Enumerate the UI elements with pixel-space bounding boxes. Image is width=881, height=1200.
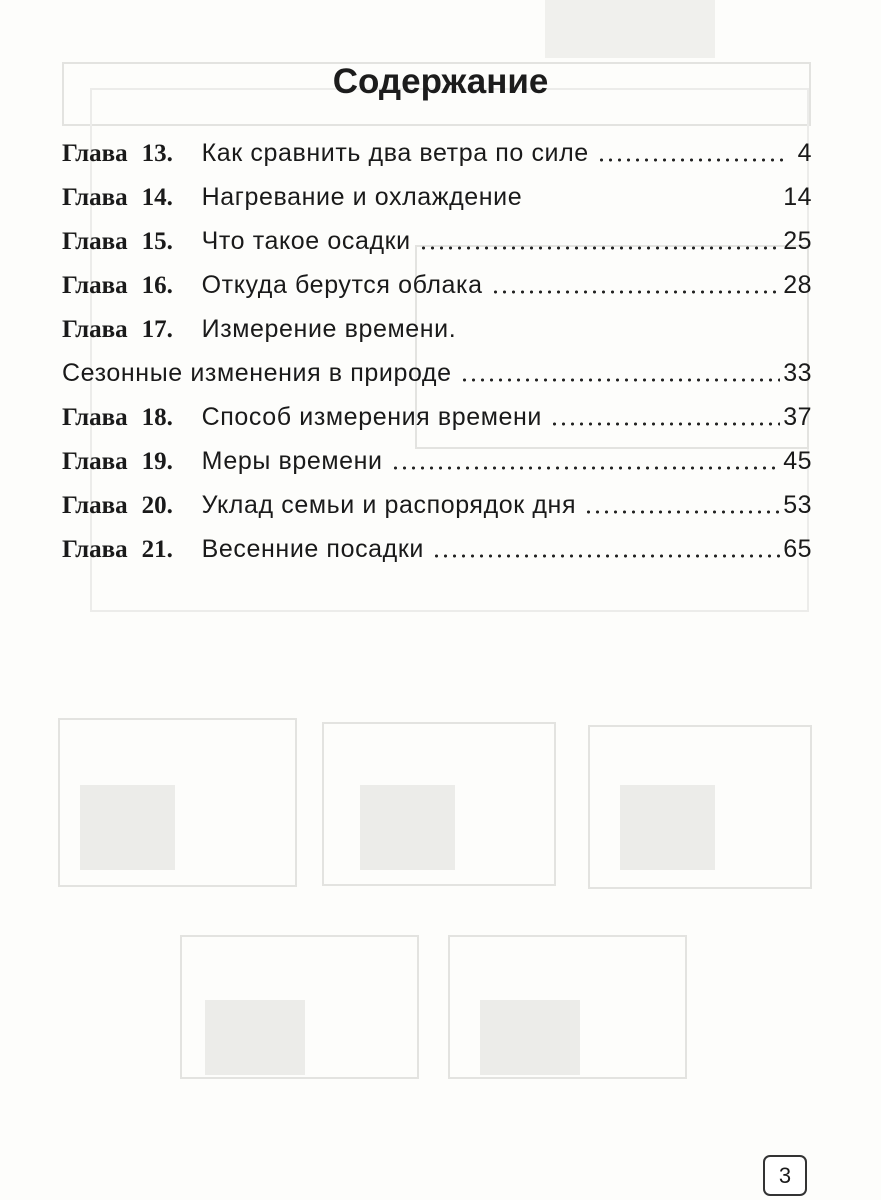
toc-page-number: 53 [783,491,812,519]
toc-chapter-label: Глава [62,492,128,519]
page-number-box: 3 [763,1155,807,1196]
toc-chapter-label: Глава [62,228,128,255]
toc-page-number: 28 [783,271,812,299]
page-title: Содержание [332,62,549,101]
toc-chapter-title: Нагревание и охлаждение [201,183,523,211]
toc-chapter-number: 14. [141,184,173,211]
toc-chapter-number: 21. [141,536,173,563]
toc-entry [62,483,812,527]
toc-entry [62,175,812,219]
toc-chapter-number: 19. [141,448,173,475]
toc-chapter-number: 20. [141,492,173,519]
toc-chapter-label: Глава [62,184,128,211]
toc-leader-dots [597,158,785,162]
toc-entry-continuation [62,351,812,395]
toc-chapter-label: Глава [62,536,128,563]
toc-page-number: 33 [783,359,812,387]
toc-page-number: 65 [783,535,812,563]
toc-page-number: 37 [783,403,812,431]
toc-leader-dots [530,202,780,206]
toc-chapter-title: Меры времени [201,447,383,475]
toc-chapter-label: Глава [62,404,128,431]
toc-leader-dots [419,246,780,250]
toc-chapter-number: 17. [141,316,173,343]
toc-page-number: 25 [783,227,812,255]
toc-chapter-title: Что такое осадки [201,227,411,255]
toc-leader-dots [432,554,780,558]
toc-entry [62,439,812,483]
toc-chapter-title: Откуда берутся облака [201,271,483,299]
toc-page-number: 4 [797,139,812,167]
toc-page-number: 14 [783,183,812,211]
toc-entry [62,219,812,263]
toc-chapter-title: Уклад семьи и распорядок дня [201,491,577,519]
toc-page-number: 45 [783,447,812,475]
toc-chapter-number: 16. [141,272,173,299]
toc-leader-dots [550,422,780,426]
toc-leader-dots [391,466,781,470]
toc-chapter-title: Как сравнить два ветра по силе [201,139,589,167]
toc-chapter-label: Глава [62,272,128,299]
toc-chapter-title: Способ измерения времени [201,403,543,431]
toc-leader-dots [460,378,781,382]
toc-entry [62,395,812,439]
toc-entry [62,263,812,307]
table-of-contents [62,131,812,571]
toc-chapter-number: 18. [141,404,173,431]
toc-chapter-number: 15. [141,228,173,255]
toc-chapter-title: Весенние посадки [201,535,424,563]
toc-chapter-label: Глава [62,140,128,167]
toc-chapter-label: Глава [62,316,128,343]
toc-leader-dots [584,510,780,514]
toc-chapter-number: 13. [141,140,173,167]
toc-entry [62,307,812,351]
toc-entry [62,131,812,175]
toc-chapter-title: Сезонные изменения в природе [62,359,452,387]
toc-leader-dots [491,290,781,294]
toc-entry [62,527,812,571]
toc-chapter-title: Измерение времени. [201,315,457,343]
toc-chapter-label: Глава [62,448,128,475]
